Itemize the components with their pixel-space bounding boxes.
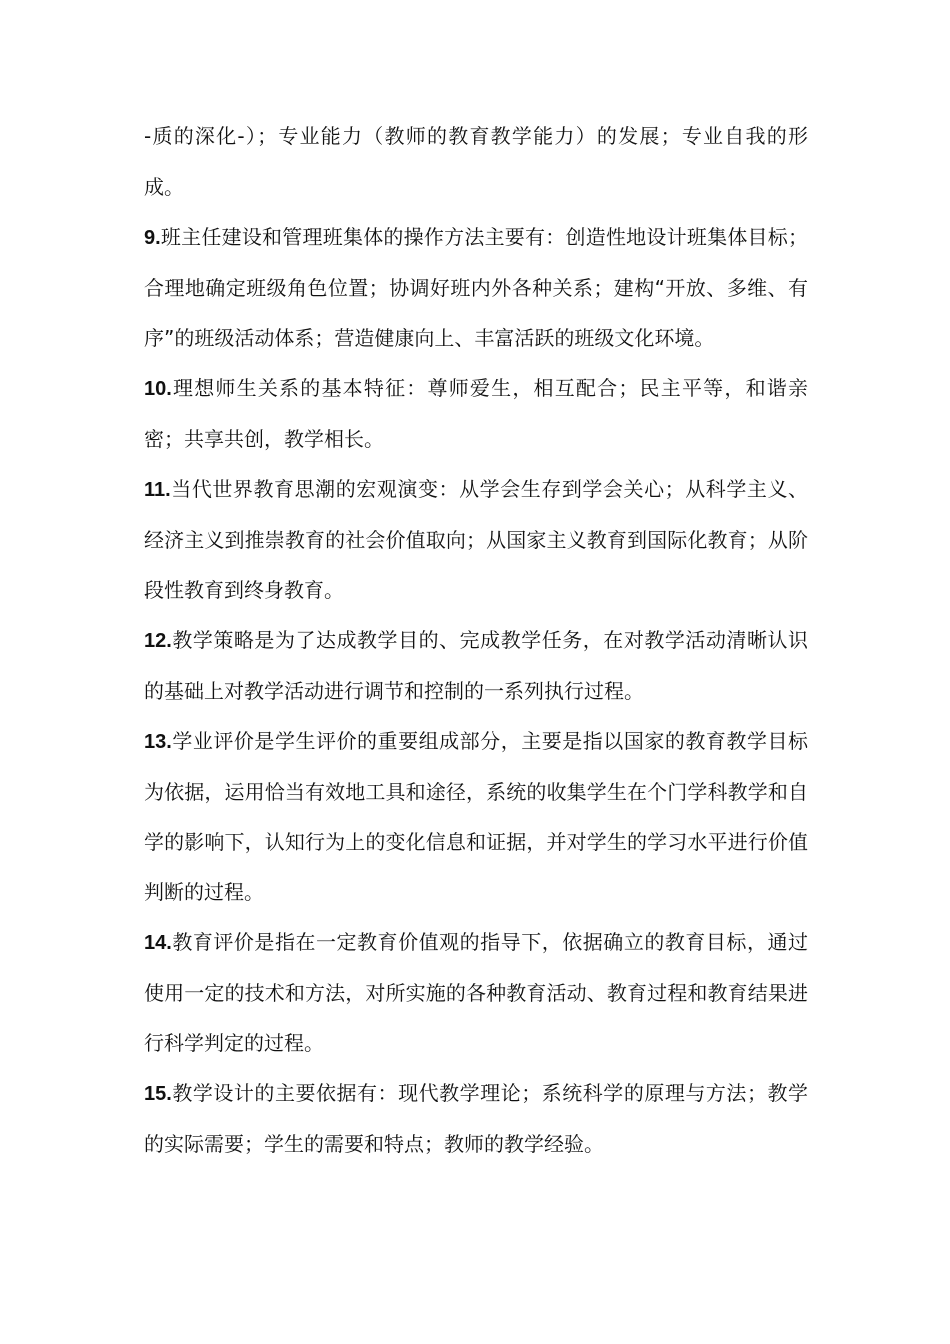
item-number: 13. — [144, 731, 172, 753]
item-number: 12. — [144, 630, 172, 652]
item-number: 15. — [144, 1083, 172, 1105]
paragraph-item-14 — [144, 917, 808, 1068]
paragraph-item-15 — [144, 1068, 808, 1169]
paragraph-text: 理想师生关系的基本特征：尊师爱生，相互配合；民主平等，和谐亲密；共享共创，教学相长。 — [144, 376, 808, 451]
paragraph-text: 当代世界教育思潮的宏观演变：从学会生存到学会关心；从科学主义、经济主义到推崇教育的社会价值取向；从国家主义教育到国际化教育；从阶段性教育到终身教育。 — [144, 477, 808, 602]
paragraph-item-9 — [144, 212, 808, 363]
item-number: 10. — [144, 378, 172, 400]
paragraph-text: -质的深化-）；专业能力（教师的教育教学能力）的发展；专业自我的形成。 — [144, 124, 808, 199]
paragraph-item-13 — [144, 716, 808, 917]
paragraph-item-12 — [144, 615, 808, 716]
paragraph-text: 教学策略是为了达成教学目的、完成教学任务，在对教学活动清晰认识的基础上对教学活动进行调节和控制的一系列执行过程。 — [144, 628, 808, 703]
document-page — [144, 111, 808, 1169]
paragraph-item-10 — [144, 363, 808, 464]
paragraph-text: 班主任建设和管理班集体的操作方法主要有：创造性地设计班集体目标；合理地确定班级角色位置；协调好班内外各种关系；建构“开放、多维、有序”的班级活动体系；营造健康向上、丰富活跃的班级文化环境。 — [144, 225, 808, 350]
paragraph-text: 学业评价是学生评价的重要组成部分，主要是指以国家的教育教学目标为依据，运用恰当有效地工具和途径，系统的收集学生在个门学科教学和自学的影响下，认知行为上的变化信息和证据，并对学生的学习水平进行价值判断的过程。 — [144, 729, 808, 904]
item-number: 11. — [144, 479, 171, 501]
paragraph-item-11 — [144, 464, 808, 615]
item-number: 14. — [144, 932, 172, 954]
paragraph-text: 教育评价是指在一定教育价值观的指导下，依据确立的教育目标，通过使用一定的技术和方法，对所实施的各种教育活动、教育过程和教育结果进行科学判定的过程。 — [144, 930, 808, 1055]
item-number: 9. — [144, 227, 161, 249]
paragraph-continuation — [144, 111, 808, 212]
paragraph-text: 教学设计的主要依据有：现代教学理论；系统科学的原理与方法；教学的实际需要；学生的需要和特点；教师的教学经验。 — [144, 1081, 808, 1156]
